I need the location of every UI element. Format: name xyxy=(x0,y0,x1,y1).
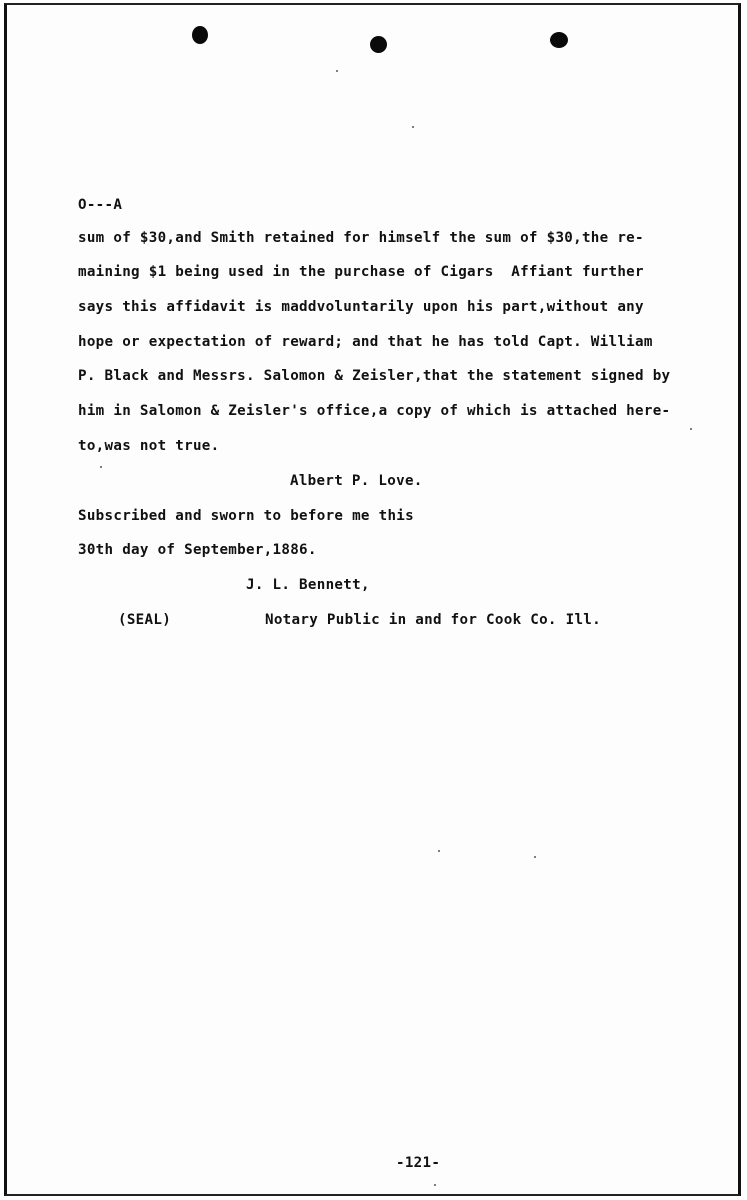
scan-speck xyxy=(434,1184,436,1186)
body-line: sum of $30,and Smith retained for himself the sum of $30,the re- xyxy=(78,230,644,246)
punch-hole-left xyxy=(192,26,208,44)
scan-speck xyxy=(438,850,440,852)
punch-hole-right xyxy=(550,32,568,48)
body-line: says this affidavit is maddvoluntarily upon his part,without any xyxy=(78,299,644,315)
body-line: hope or expectation of reward; and that he has told Capt. William xyxy=(78,334,653,350)
jurat-line: Subscribed and sworn to before me this xyxy=(78,508,414,524)
body-line: to,was not true. xyxy=(78,438,220,454)
section-header: O---A xyxy=(78,197,123,213)
document-page xyxy=(4,3,741,1196)
scan-speck xyxy=(534,856,536,858)
notary-title: Notary Public in and for Cook Co. Ill. xyxy=(265,612,601,628)
seal-label: (SEAL) xyxy=(118,612,172,628)
scan-speck xyxy=(412,126,414,128)
punch-hole-center xyxy=(370,36,387,53)
jurat-date-line: 30th day of September,1886. xyxy=(78,542,317,558)
scan-speck xyxy=(336,70,338,72)
scan-speck xyxy=(100,466,102,468)
body-line: maining $1 being used in the purchase of Cigars Affiant further xyxy=(78,264,644,280)
affiant-signature: Albert P. Love. xyxy=(290,473,423,489)
body-line: him in Salomon & Zeisler's office,a copy of which is attached here- xyxy=(78,403,671,419)
page-number: -121- xyxy=(396,1155,441,1171)
notary-name: J. L. Bennett, xyxy=(246,577,370,593)
scan-speck xyxy=(690,428,692,430)
body-line: P. Black and Messrs. Salomon & Zeisler,that the statement signed by xyxy=(78,368,671,384)
